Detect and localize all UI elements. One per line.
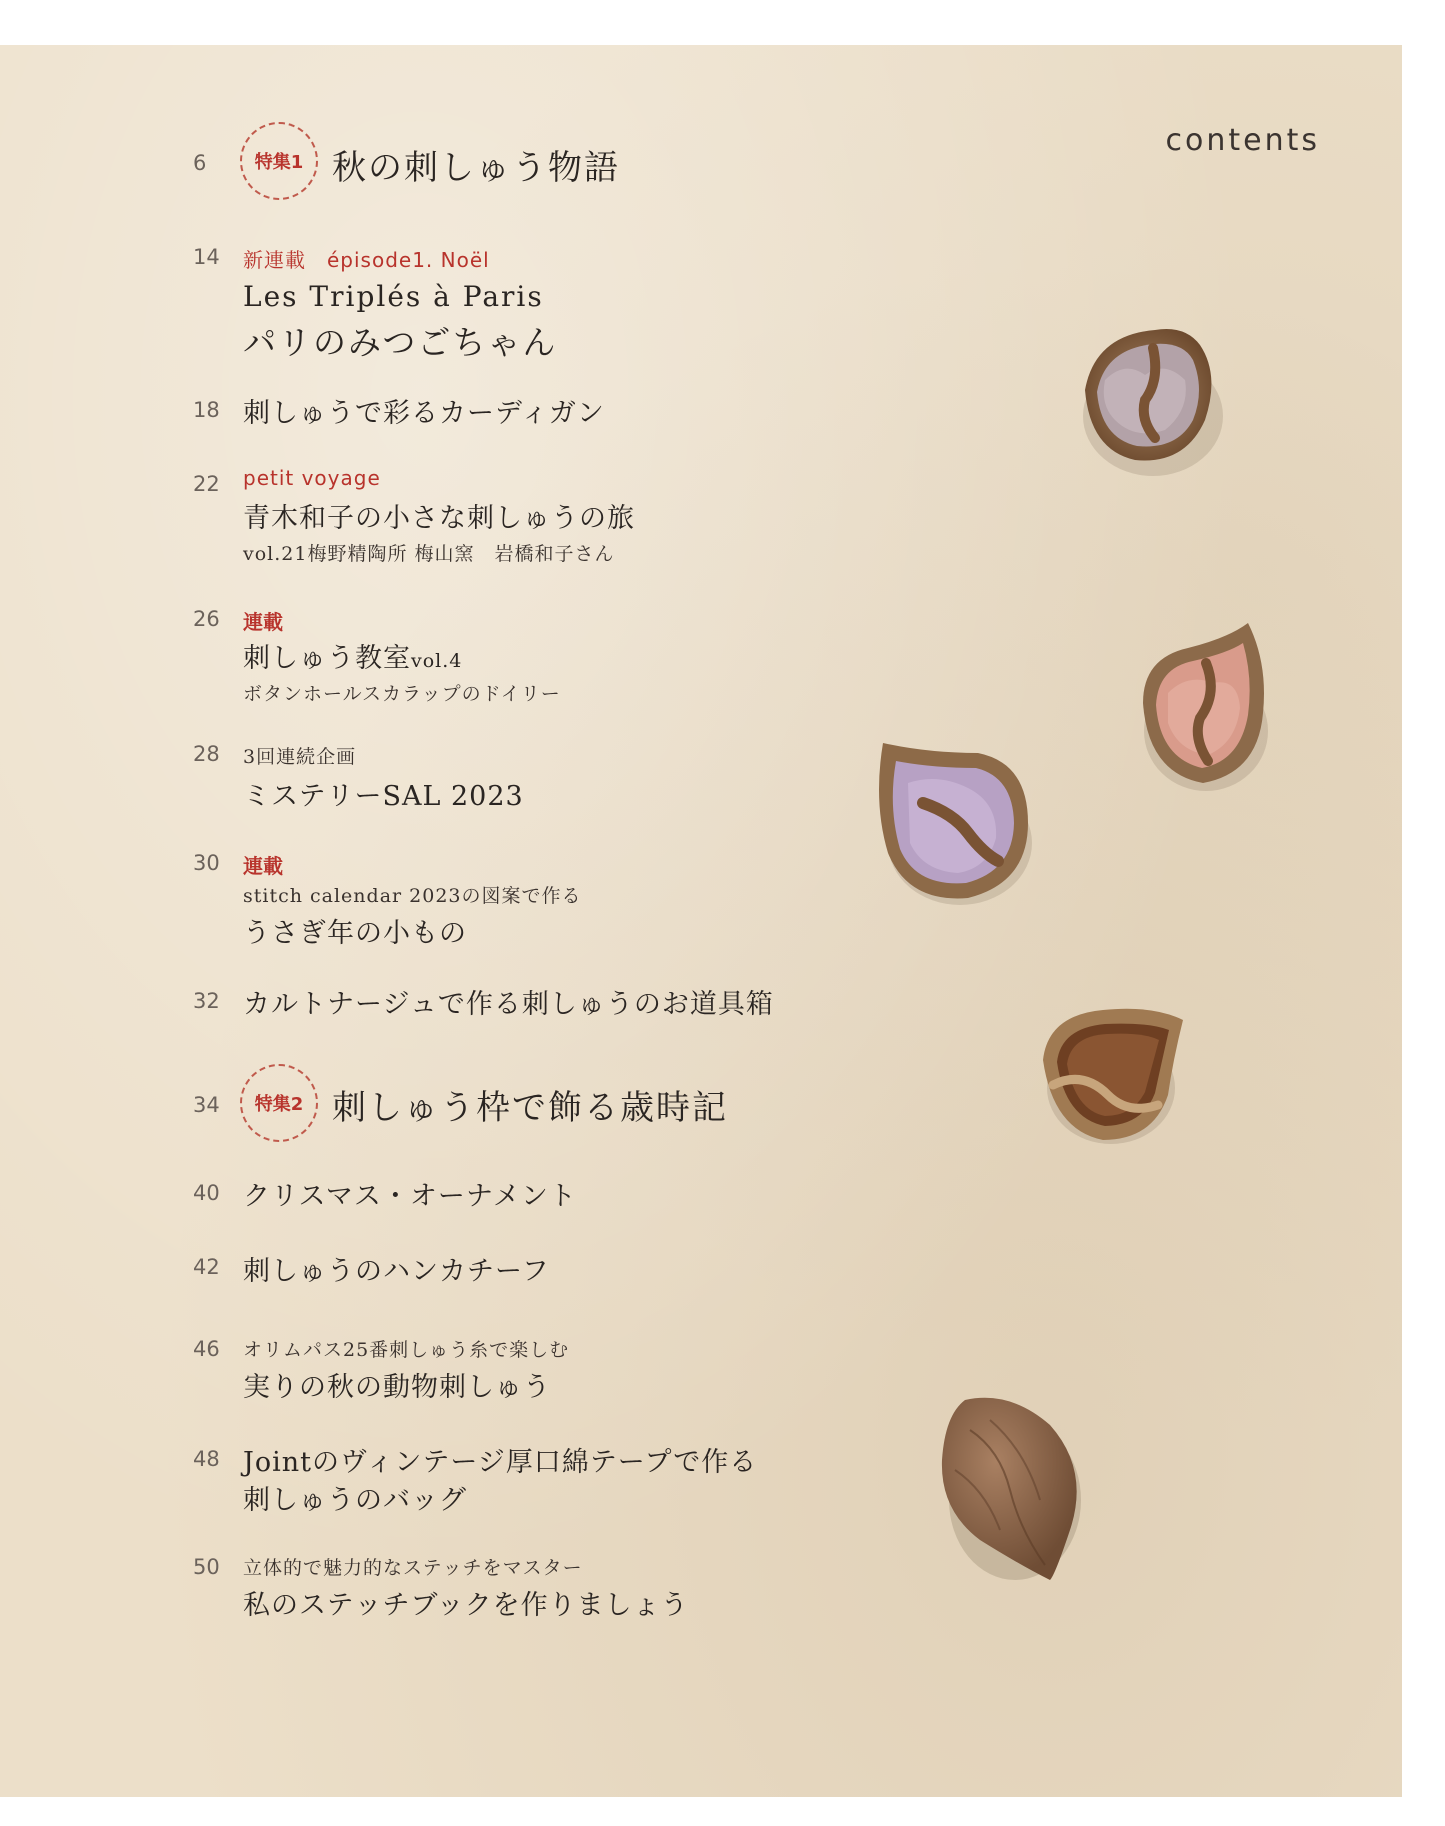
page-number: 42 xyxy=(193,1255,220,1279)
page-number: 32 xyxy=(193,989,220,1013)
entry-title-line2: 刺しゅうのバッグ xyxy=(243,1485,467,1516)
entry-title: うさぎ年の小もの xyxy=(243,918,467,949)
entry-title: 秋の刺しゅう物語 xyxy=(332,148,620,188)
feature-badge: 特集2 xyxy=(240,1064,318,1142)
page-number: 40 xyxy=(193,1181,220,1205)
entry-subtitle: vol.21梅野精陶所 梅山窯 岩橋和子さん xyxy=(243,543,615,565)
entry-label: 連載 xyxy=(243,854,283,878)
entry-title: 刺しゅうのハンカチーフ xyxy=(243,1256,550,1287)
entry-label: 連載 xyxy=(243,610,283,634)
entry-subtitle: ボタンホールスカラップのドイリー xyxy=(243,683,561,705)
walnut-shell-purple-thread xyxy=(868,743,1043,918)
page-number: 30 xyxy=(193,851,220,875)
entry-subtitle: stitch calendar 2023の図案で作る xyxy=(243,885,582,907)
entry-title: ミステリーSAL 2023 xyxy=(243,781,524,812)
entry-label: petit voyage xyxy=(243,466,381,490)
page-number: 18 xyxy=(193,398,220,422)
feature-badge: 特集1 xyxy=(240,122,318,200)
page-number: 46 xyxy=(193,1337,220,1361)
page-number: 6 xyxy=(193,151,207,175)
whole-walnut xyxy=(930,1390,1090,1585)
entry-title: 刺しゅう教室vol.4 xyxy=(243,643,463,674)
walnut-shell-empty xyxy=(1033,1000,1193,1155)
entry-subtitle: 3回連続企画 xyxy=(243,746,357,768)
entry-title: カルトナージュで作る刺しゅうのお道具箱 xyxy=(243,989,774,1020)
walnut-shell-pink-thread xyxy=(1128,623,1278,798)
contents-heading: contents xyxy=(1165,123,1320,158)
entry-title-line1: Les Triplés à Paris xyxy=(243,280,544,313)
entry-title-suffix: vol.4 xyxy=(411,650,463,672)
page-background xyxy=(0,45,1402,1797)
page-number: 26 xyxy=(193,607,220,631)
page-number: 50 xyxy=(193,1555,220,1579)
entry-title: 青木和子の小さな刺しゅうの旅 xyxy=(243,503,635,534)
entry-title: 刺しゅうで彩るカーディガン xyxy=(243,398,605,429)
page-number: 28 xyxy=(193,742,220,766)
entry-title-line1: Jointのヴィンテージ厚口綿テープで作る xyxy=(243,1447,758,1478)
entry-title: 私のステッチブックを作りましょう xyxy=(243,1590,689,1621)
entry-subtitle: オリムパス25番刺しゅう糸で楽しむ xyxy=(243,1339,570,1361)
walnut-shell-gray-thread xyxy=(1065,320,1235,490)
entry-subtitle: 立体的で魅力的なステッチをマスター xyxy=(243,1557,583,1579)
entry-title: クリスマス・オーナメント xyxy=(243,1181,577,1212)
entry-label: 新連載 épisode1. Noël xyxy=(243,248,490,272)
entry-title-line2: パリのみつごちゃん xyxy=(243,323,558,362)
page-number: 34 xyxy=(193,1093,220,1117)
page-number: 48 xyxy=(193,1447,220,1471)
entry-title: 実りの秋の動物刺しゅう xyxy=(243,1372,551,1403)
entry-title: 刺しゅう枠で飾る歳時記 xyxy=(332,1088,728,1128)
page-number: 14 xyxy=(193,245,220,269)
page-number: 22 xyxy=(193,472,220,496)
